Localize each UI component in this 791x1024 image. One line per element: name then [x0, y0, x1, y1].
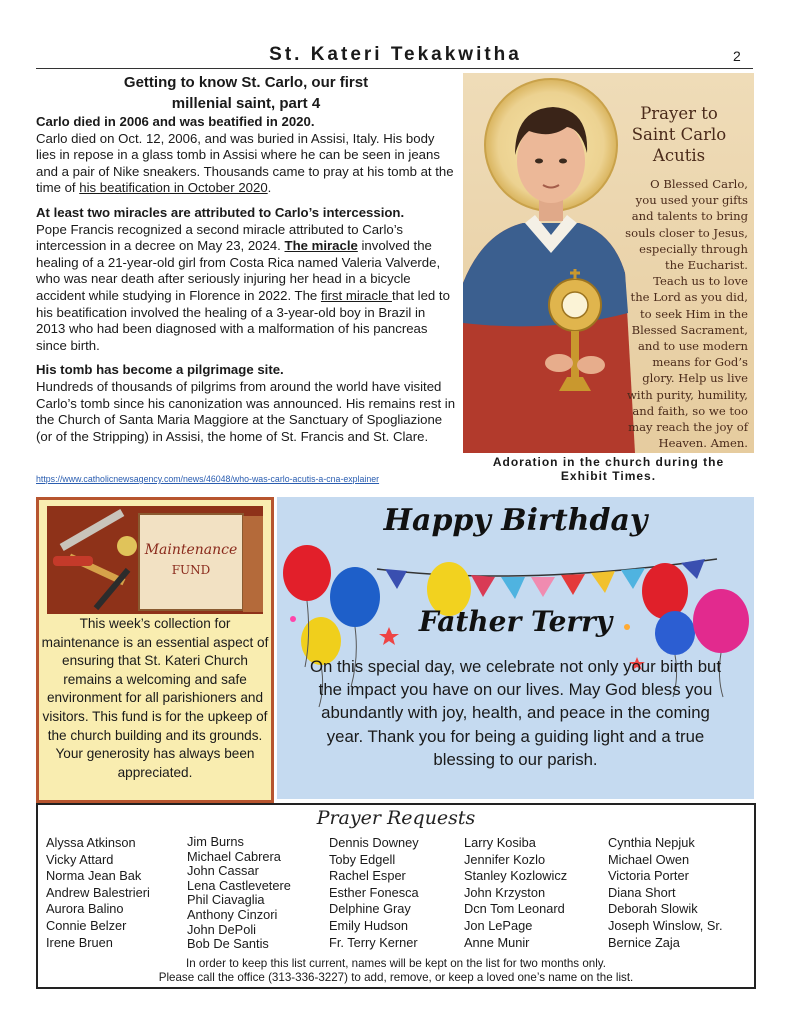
article-body	[36, 114, 456, 453]
prayer-requests-title: Prayer Requests	[316, 807, 476, 829]
birthday-heading: Happy Birthday	[383, 503, 648, 538]
article-section-1	[36, 114, 456, 197]
names-column	[46, 835, 150, 951]
header-divider	[36, 68, 753, 69]
section-text: Carlo died on Oct. 12, 2006, and was buried in Assisi, Italy. His body lies in repose in a glass tomb in Assisi where he can be seen in jeans and a pair of Nike sneakers. Thousands came to pray at his tomb at the time of	[36, 130, 454, 196]
section-text-end: .	[267, 180, 272, 196]
source-link[interactable]: https://www.catholicnewsagency.com/news/46048/who-was-carlo-acutis-a-cna-explainer	[36, 474, 380, 484]
birthday-banner	[277, 497, 754, 799]
tools-illustration	[47, 506, 263, 614]
newsletter-title: St. Kateri Tekakwitha	[269, 44, 522, 65]
prayer-title-line: Saint Carlo	[631, 125, 727, 144]
list-item: Alyssa Atkinson	[46, 835, 136, 850]
image-caption	[463, 455, 754, 483]
list-item: Connie Belzer	[46, 917, 127, 933]
prayer-line: the Lord as you did,	[630, 290, 748, 305]
list-item: Stanley Kozlowicz	[464, 868, 568, 884]
list-item: Anthony Cinzori	[187, 906, 278, 922]
list-item: Fr. Terry Kerner	[329, 934, 418, 950]
prayer-card-image	[463, 73, 754, 453]
caption-line: Adoration in the church during the	[492, 455, 725, 469]
list-item: Diana Short	[608, 884, 676, 900]
list-item: Deborah Slowik	[608, 901, 698, 917]
list-item: Dennis Downey	[329, 835, 419, 850]
list-item: Esther Fonesca	[329, 884, 419, 900]
prayer-line: with purity, humility,	[626, 387, 748, 402]
fund-label-line1: Maintenance	[144, 542, 238, 558]
prayer-requests-note	[38, 957, 754, 984]
the-miracle-link[interactable]: The miracle	[284, 238, 358, 254]
prayer-line: glory. Help us live	[642, 371, 748, 386]
prayer-title-line: Acutis	[652, 146, 706, 165]
prayer-line: Teach us to love	[653, 274, 748, 289]
list-item: Joseph Winslow, Sr.	[608, 917, 723, 933]
names-column	[329, 835, 419, 951]
fund-label-line2: FUND	[171, 563, 211, 577]
section-text: Pope Francis recognized a second miracle attributed to Carlo’s intercession in a decree on May 23, 2024.	[36, 221, 403, 254]
prayer-line: especially through	[639, 241, 748, 256]
section-text: Hundreds of thousands of pilgrims from around the world have visited Carlo’s tomb since his canonization was announced. His remains rest in the Church of Santa Maria Maggiore at the Sanctuary of Spogliazione (or of the Stripping) in Assisi, the home of St. Francis and St. Clare.	[36, 378, 456, 444]
list-item: Anne Munir	[464, 934, 530, 950]
list-item: Cynthia Nepjuk	[608, 835, 695, 850]
tape-measure-icon	[117, 536, 137, 556]
prayer-requests-box	[36, 803, 756, 989]
prayer-line: and talents to bring	[631, 209, 748, 224]
prayer-text-block	[610, 103, 748, 451]
prayer-title	[610, 103, 748, 166]
prayer-line: and faith, so we too	[632, 403, 748, 418]
caption-line: Exhibit Times.	[560, 469, 657, 483]
list-item: Emily Hudson	[329, 917, 408, 933]
prayer-line: O Blessed Carlo,	[650, 177, 748, 191]
beatification-link[interactable]: his beatification in October 2020	[79, 180, 268, 196]
prayer-line: Blessed Sacrament,	[631, 322, 748, 337]
list-item: Toby Edgell	[329, 851, 396, 867]
prayer-line: and to use modern	[637, 339, 748, 354]
list-item: Michael Owen	[608, 851, 690, 867]
list-item: Michael Cabrera	[187, 848, 281, 864]
list-item: Aurora Balino	[46, 901, 124, 917]
article-title-line1: Getting to know St. Carlo, our first	[123, 74, 369, 91]
list-item: Jon LePage	[464, 917, 533, 933]
fund-label-card	[139, 514, 243, 610]
list-item: Irene Bruen	[46, 934, 113, 950]
prayer-line: souls closer to Jesus,	[625, 225, 748, 240]
prayer-line: means for God’s	[652, 355, 748, 370]
note-line: Please call the office (313-336-3227) to add, remove, or keep a loved one’s name on the list.	[158, 970, 634, 984]
list-item: John DePoli	[187, 921, 257, 937]
list-item: Dcn Tom Leonard	[464, 901, 565, 917]
list-item: Norma Jean Bak	[46, 868, 142, 884]
list-item: Vicky Attard	[46, 851, 114, 867]
article-section-3	[36, 362, 456, 445]
list-item: John Cassar	[187, 863, 259, 879]
section-heading: Carlo died in 2006 and was beatified in 2020.	[36, 114, 315, 129]
section-heading: His tomb has become a pilgrimage site.	[36, 362, 284, 378]
list-item: Jim Burns	[187, 834, 244, 849]
list-item: Bernice Zaja	[608, 934, 680, 950]
first-miracle-link[interactable]: first miracle	[320, 287, 392, 303]
maintenance-fund-box	[36, 497, 274, 803]
section-text: involved the healing of a 21-year-old girl from Costa Rica named Valeria Valverde, who was near death after seriously injuring her head in a bicycle accident while studying in Florence in 2022. The	[36, 238, 441, 303]
list-item: Andrew Balestrieri	[46, 884, 150, 900]
page-number: 2	[733, 48, 741, 64]
maintenance-image	[47, 506, 263, 614]
birthday-name: Father Terry	[418, 605, 613, 638]
birthday-message: On this special day, we celebrate not only your birth but the impact you have on our lives. May God bless you abundantly with joy, health, and peace in the coming year. Thank you for being a guiding light and a true blessing to our parish.	[309, 657, 722, 769]
maintenance-text: This week’s collection for maintenance is an essential aspect of ensuring that St. Kateri Church remains a welcoming and safe environment for all parishioners and visitors. This fund is for the upkeep of the church building and its grounds. Your generosity has always been appreciated.	[41, 616, 269, 780]
prayer-body	[610, 176, 748, 451]
names-column	[608, 835, 723, 951]
names-column	[187, 835, 291, 952]
prayer-line: to seek Him in the	[639, 306, 748, 321]
list-item: Delphine Gray	[329, 901, 411, 917]
list-item: Bob De Santis	[187, 936, 269, 952]
prayer-line: you used your gifts	[635, 193, 748, 208]
list-item: Lena Castlevetere	[187, 877, 291, 893]
list-item: Larry Kosiba	[464, 835, 536, 850]
list-item: Rachel Esper	[329, 868, 406, 884]
prayer-title-line: Prayer to	[640, 104, 718, 123]
list-item: John Krzyston	[464, 884, 546, 900]
article-section-2	[36, 205, 456, 354]
list-item: Victoria Porter	[608, 868, 689, 884]
prayer-line: the Eucharist.	[664, 258, 748, 273]
prayer-line: may reach the joy of	[628, 420, 748, 435]
names-column	[464, 835, 567, 951]
list-item: Phil Ciavaglia	[187, 892, 265, 908]
note-line: In order to keep this list current, names will be kept on the list for two months only.	[186, 957, 606, 970]
article-title	[36, 72, 456, 114]
article-title-line2: millenial saint, part 4	[171, 95, 321, 112]
prayer-line: Heaven. Amen.	[658, 436, 748, 451]
list-item: Jennifer Kozlo	[464, 851, 546, 867]
section-text: that led to his beatification involved the healing of a 3-year-old boy in Brazil in 2013 who had been diagnosed with a malformation of his pancreas since birth.	[36, 287, 450, 353]
section-heading: At least two miracles are attributed to Carlo’s intercession.	[36, 204, 405, 220]
